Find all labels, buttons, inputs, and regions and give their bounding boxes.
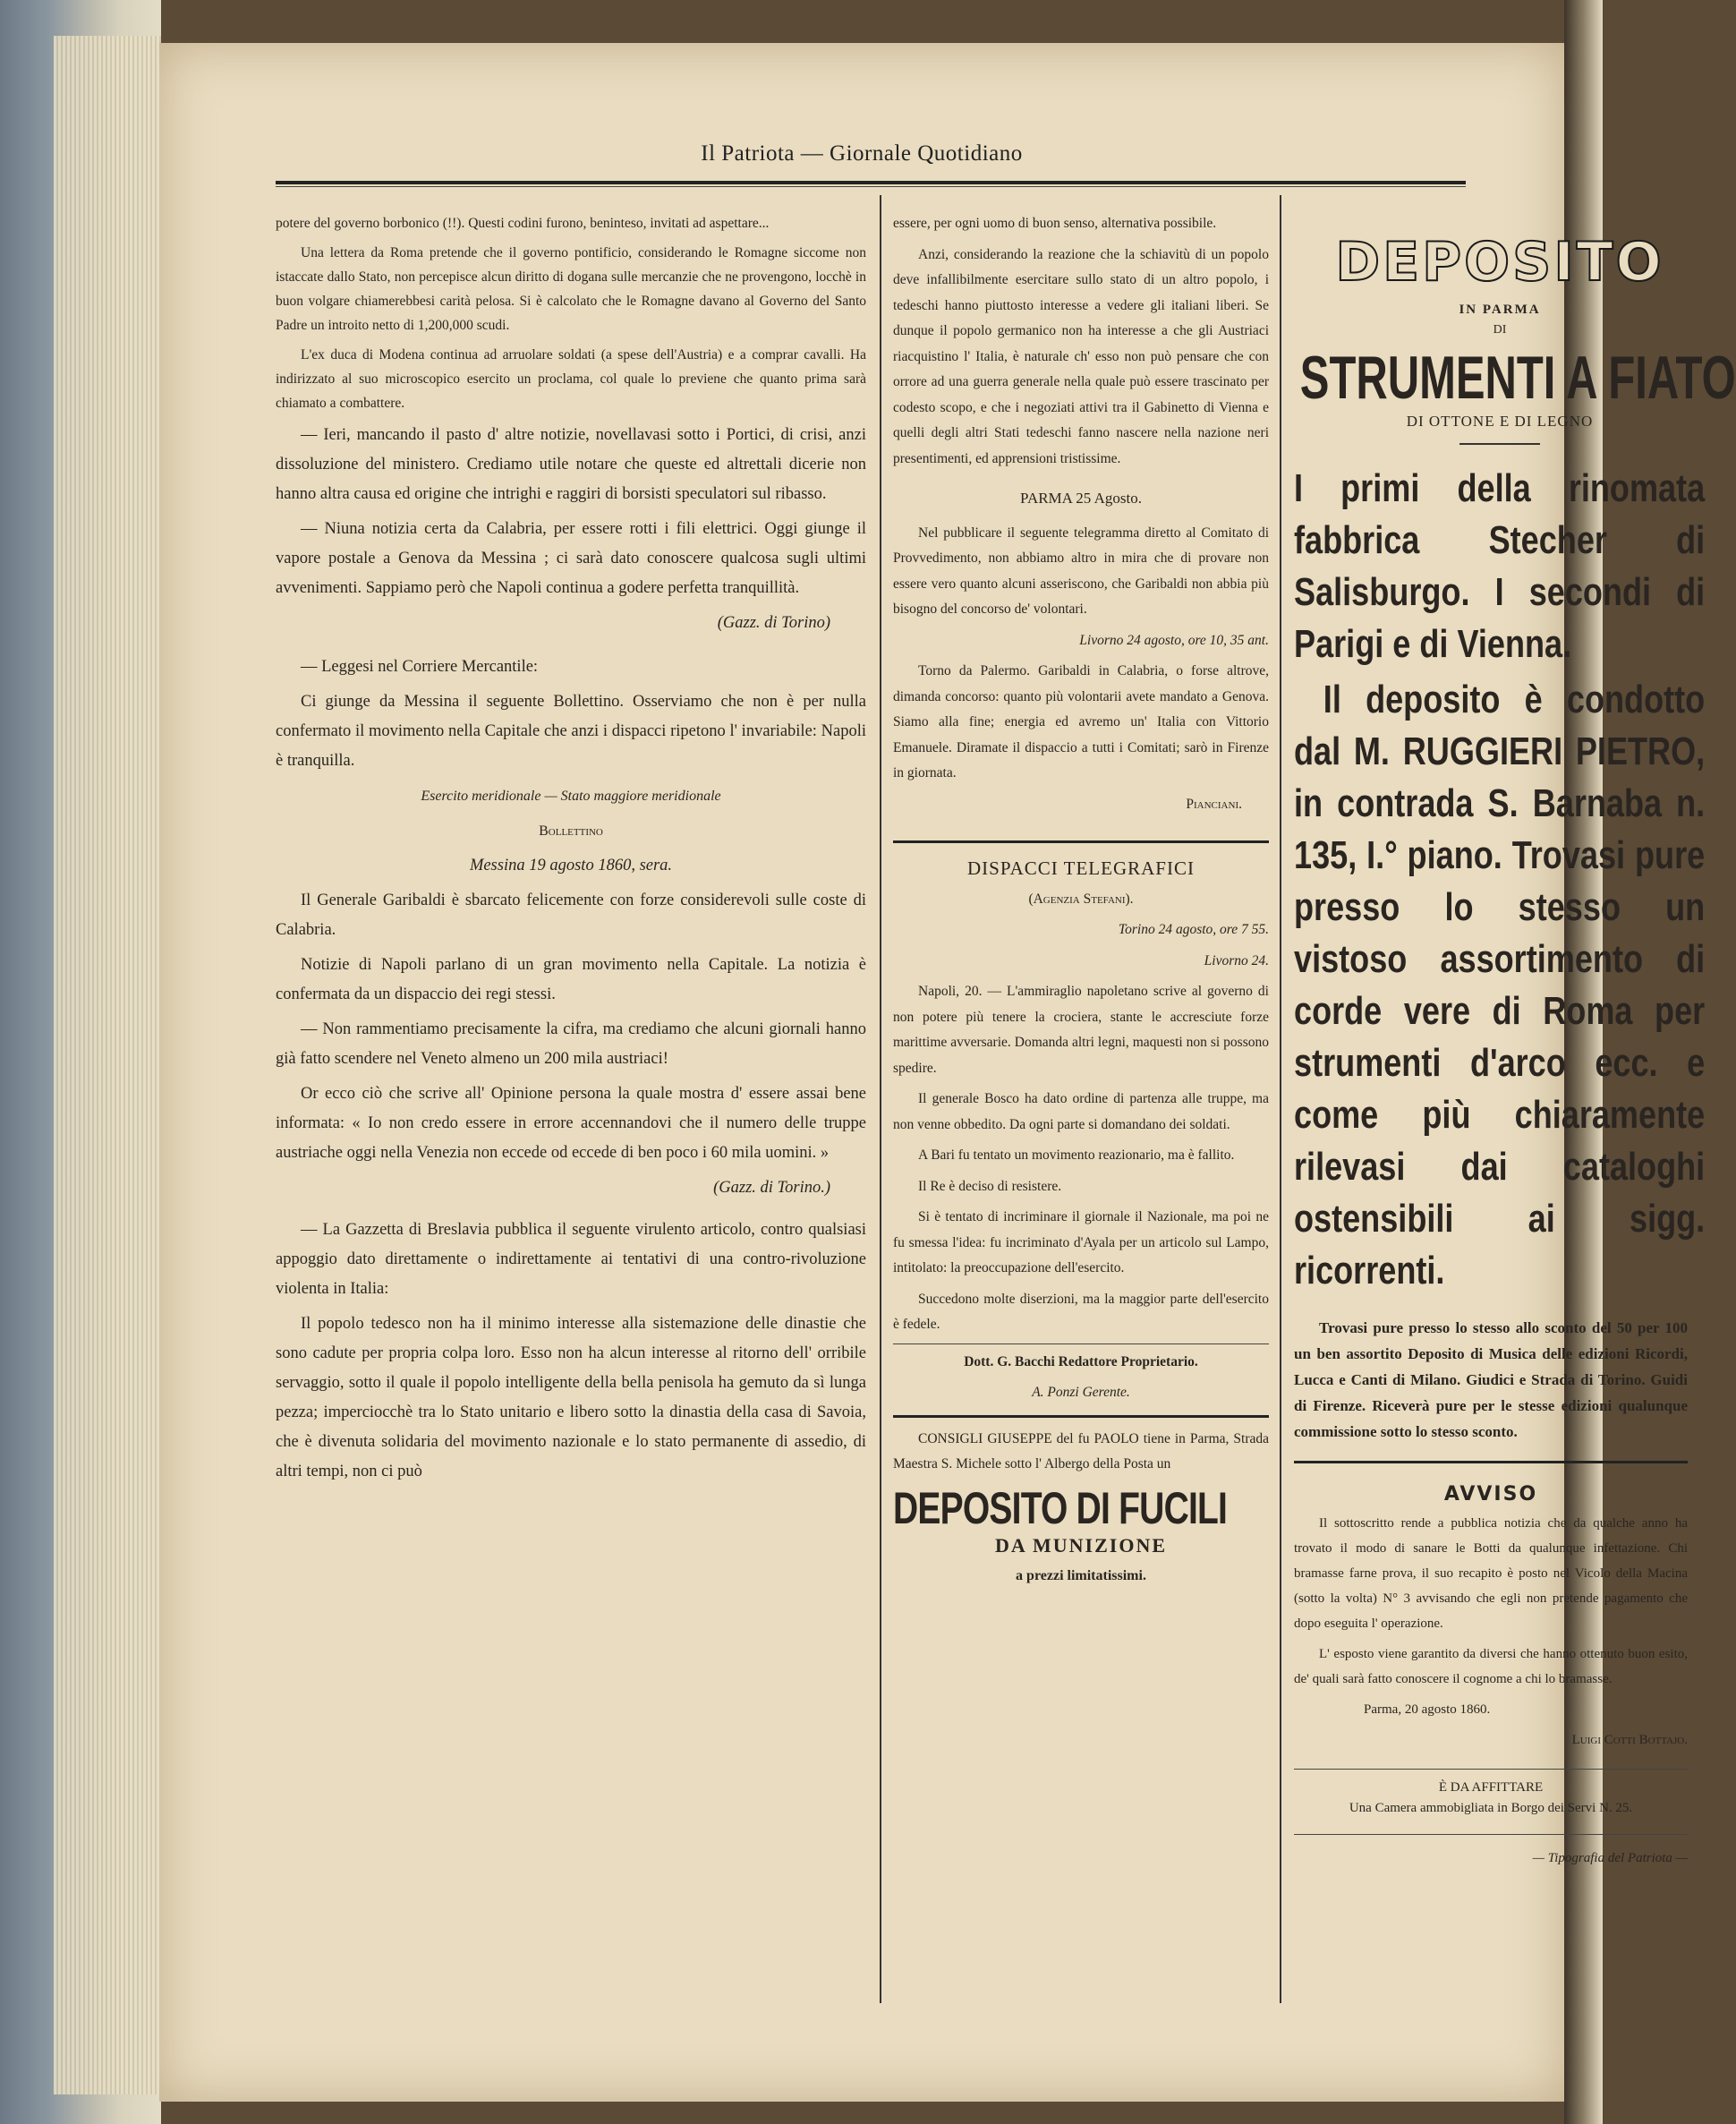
text-para: — Ieri, mancando il pasto d' altre notizie, novellavasi sotto i Portici, di crisi, anzi dissoluzione del ministero. Crediamo utile notare che queste ed altrettali dicerie non hanno altra causa ed origine che intrighi e raggiri di borsisti speculatori sul ribasso. xyxy=(276,426,866,503)
agency-line: (Agenzia Stefani). xyxy=(1028,891,1134,907)
ad-text: I primi della rinomata fabbrica Stecher di Salisburgo. I secondi di Parigi e di Vienna. xyxy=(1294,466,1706,666)
section-rule xyxy=(893,840,1269,843)
deposito-headline: DEPOSITO xyxy=(1335,231,1664,294)
text-para: CONSIGLI GIUSEPPE del fu PAOLO tiene in Parma, Strada Maestra S. Michele sotto l' Albergo della Posta un xyxy=(893,1430,1269,1471)
text-para: Anzi, considerando la reazione che la schiavitù di un popolo deve infallibilmente esercitare sullo stato di un altro popolo, i tedeschi hanno piuttosto interesse a vedere gli italiani liberi. Se dunque il popolo germanico non ha interesse a che gli Austriaci riacquistino l' Italia, è naturale ch' esso non può pensare che con orrore ad una guerra generale nella quale può essere trascinato per codesto scopo, e che i negoziati attivi tra il Gabinetto di Vienna e quelli degli altri Stati tedeschi fanno nascere nella nazione neri presentimenti, ed apprensioni tristissime. xyxy=(893,246,1269,466)
dateline: Torino 24 agosto, ore 7 55. xyxy=(1118,922,1269,937)
text-para: Il sottoscritto rende a pubblica notizia che da qualche anno ha trovato il modo di sanare le Botti da qualunque infettazione. Chi bramasse farne prova, il suo recapito è posto nel Vicolo della Macina (sotto la volta) N° 3 avvisando che egli non pretende pagamento che dopo eseguita l' operazione. xyxy=(1294,1516,1688,1631)
newspaper-page xyxy=(159,43,1736,2102)
dateline: Livorno 24 agosto, ore 10, 35 ant. xyxy=(1079,632,1269,648)
section-heading: DISPACCI TELEGRAFICI xyxy=(967,857,1195,879)
text-para: Nel pubblicare il seguente telegramma diretto al Comitato di Provvedimento, non abbiamo altro in mira che di provare non essere vero quanto alcuni asseriscono, che Garibaldi non abbia più bisogno del concorso de' volontari. xyxy=(893,525,1269,617)
dateline: Parma, 20 agosto 1860. xyxy=(1364,1702,1491,1717)
text-para: — La Gazzetta di Breslavia pubblica il seguente virulento articolo, contro qualsiasi appoggio dato direttamente o indirettamente ai tentativi di una contro-rivoluzione violenta in Italia: xyxy=(276,1221,866,1298)
ad-line: a prezzi limitatissimi. xyxy=(1016,1568,1146,1583)
text-line: Bollettino xyxy=(539,823,603,839)
section-rule xyxy=(893,1343,1269,1344)
text-para: Napoli, 20. — L'ammiraglio napoletano scrive al governo di non potere più tenere la crociera, stante le accresciute forze marittime avversarie. Domanda altri legni, maquesti non si possono spedire. xyxy=(893,984,1269,1076)
printer-line: — Tipografia del Patriota — xyxy=(1532,1851,1688,1865)
text-para: — Niuna notizia certa da Calabria, per essere rotti i fili elettrici. Oggi giunge il vapore postale a Genova da Messina ; ci sarà dato conoscere qualcosa sugli ultimi avvenimenti. Sappiamo però che Napoli continua a godere perfetta tranquillità. xyxy=(276,520,866,597)
ad-text: Il deposito è condotto dal M. RUGGIERI PIETRO, in contrada S. Barnaba n. 135, I.° piano. Trovasi pure presso lo stesso un vistoso assortimento di corde vere di Roma per strumenti d'arco ecc. e come più chiaramente rilevasi dai cataloghi ostensibili ai sigg. ricorrenti. xyxy=(1294,678,1706,1292)
text-para: L' esposto viene garantito da diversi che hanno ottenuto buon esito, de' quali sarà fatto conoscere il cognome a chi lo bramasse. xyxy=(1294,1647,1688,1686)
ad-text: Trovasi pure presso lo stesso allo sconto del 50 per 100 un ben assortito Deposito di Musica delle edizioni Ricordi, Lucca e Canti di Milano. Giudici e Strada di Torino. Guidi di Firenze. Riceverà pure per le stesse edizioni qualunque commissione sotto lo stesso sconto. xyxy=(1294,1319,1688,1440)
text-para: Il Re è deciso di resistere. xyxy=(918,1178,1062,1194)
text-para: Il Generale Garibaldi è sbarcato felicemente con forze considerevoli sulle coste di Calabria. xyxy=(276,891,866,939)
text-para: Succedono molte diserzioni, ma la maggior parte dell'esercito è fedele. xyxy=(893,1291,1269,1332)
ad-line: DI xyxy=(1493,323,1507,337)
text-para: Il generale Bosco ha dato ordine di partenza alle truppe, ma non venne obbedito. Da ogni parte si domandano dei soldati. xyxy=(893,1091,1269,1132)
ornament-rule xyxy=(1459,443,1540,445)
source-credit: (Gazz. di Torino.) xyxy=(713,1179,830,1197)
text-para: essere, per ogni uomo di buon senso, alternativa possibile. xyxy=(893,216,1217,231)
text-line: Messina 19 agosto 1860, sera. xyxy=(469,857,673,874)
signature: Luigi Cotti Bottajo. xyxy=(1571,1733,1688,1747)
editor-line: A. Ponzi Gerente. xyxy=(1032,1385,1130,1400)
editor-line: Dott. G. Bacchi Redattore Proprietario. xyxy=(964,1353,1198,1369)
dateline: Livorno 24. xyxy=(1204,952,1269,968)
text-para: Ci giunge da Messina il seguente Bollettino. Osserviamo che non è per nulla confermato il movimento nella Capitale che anzi i dispacci ripetono l' invariabile: Napoli è tranquilla. xyxy=(276,693,866,770)
section-heading: AVVISO xyxy=(1443,1483,1538,1506)
page-edges xyxy=(54,36,161,2094)
page-header: Il Patriota — Giornale Quotidiano xyxy=(701,141,1023,166)
text-para: Notizie di Napoli parlano di un gran movimento nella Capitale. La notizia è confermata da un dispaccio dei regi stessi. xyxy=(276,956,866,1003)
text-para: Torno da Palermo. Garibaldi in Calabria, o forse altrove, dimanda concorso: quanto più volontarii avete mandato a Genova. Siamo alla fine; energia ed avremo un' Italia con Vittorio Emanuele. Diramate il dispaccio a tutti i Comitati; sarò in Firenze in giornata. xyxy=(893,663,1269,781)
section-heading: PARMA 25 Agosto. xyxy=(1020,490,1142,507)
text-line: Esercito meridionale — Stato maggiore meridionale xyxy=(421,789,721,804)
signature: Pianciani. xyxy=(1186,796,1242,812)
source-credit: (Gazz. di Torino) xyxy=(717,614,830,632)
text-para: — Non rammentiamo precisamente la cifra, ma crediamo che alcuni giornali hanno già fatto scendere nel Veneto almeno un 200 mila austriaci! xyxy=(276,1020,866,1068)
text-para: Una Camera ammobigliata in Borgo dei Servi N. 25. xyxy=(1349,1801,1633,1815)
section-rule xyxy=(1294,1834,1688,1835)
strumenti-headline: STRUMENTI A FIATO xyxy=(1299,344,1736,412)
column-divider xyxy=(880,195,881,2003)
text-para: Or ecco ciò che scrive all' Opinione persona la quale mostra d' essere assai bene informata: « Io non credo essere in errore accennandovi che il numero delle truppe austriache oggi nella Venezia non eccede od eccede di ben poco i 60 mila uomini. » xyxy=(276,1085,866,1162)
text-para: potere del governo borbonico (!!). Questi codini furono, beninteso, invitati ad aspettare... xyxy=(276,216,770,231)
column-2 xyxy=(893,211,1269,1595)
ad-line: IN PARMA xyxy=(1459,303,1541,317)
section-heading: È DA AFFITTARE xyxy=(1438,1780,1544,1795)
text-para: — Leggesi nel Corriere Mercantile: xyxy=(301,658,539,676)
section-rule xyxy=(1294,1769,1688,1770)
section-rule xyxy=(893,1415,1269,1418)
section-rule xyxy=(1294,1461,1688,1463)
text-para: Si è tentato di incriminare il giornale il Nazionale, ma poi ne fu smessa l'idea: fu incriminato d'Ayala per un articolo sul Lampo, intitolato: la preoccupazione dell'esercito. xyxy=(893,1209,1269,1275)
text-para: Il popolo tedesco non ha il minimo interesse alla sistemazione delle dinastie che sono cadute per propria colpa loro. Esso non ha alcun interesse al ritorno dell' orribile servaggio, sotto il quale il popolo intelligente della bella penisola ha gemuto da sì lunga pezza; imperciocchè tra lo Stato unitario e libero sotto la dinastia della casa di Savoia, che è divenuta solidaria del movimento nazionale e lo stato permanente di assedio, di altri tempi, non ci può xyxy=(276,1315,866,1480)
ad-line: DI OTTONE E DI LEGNO xyxy=(1406,413,1594,430)
header-rule xyxy=(276,181,1466,184)
fucili-headline: DEPOSITO DI FUCILI xyxy=(893,1482,1228,1533)
text-para: Una lettera da Roma pretende che il governo pontificio, considerando le Romagne siccome non istaccate dallo Stato, non percepisce alcun diritto di dogana sulle mercanzie che ne provengono, locchè in buon volgare chiamerebbesi carità pelosa. Si è calcolato che le Romagne davano al Governo del Santo Padre un introito netto di 1,200,000 scudi. xyxy=(276,245,866,333)
ad-line: DA MUNIZIONE xyxy=(994,1533,1168,1557)
text-para: L'ex duca di Modena continua ad arruolare soldati (a spese dell'Austria) e a comprar cavalli. Ha indirizzato al suo microscopico esercito un proclama, col quale lo previene che quanto prima sarà chiamato a combattere. xyxy=(276,347,866,411)
column-divider xyxy=(1280,195,1281,2003)
header-rule-thin xyxy=(276,186,1466,187)
text-para: A Bari fu tentato un movimento reazionario, ma è fallito. xyxy=(918,1147,1235,1163)
column-3 xyxy=(1294,231,1736,1872)
column-1 xyxy=(276,211,866,1492)
